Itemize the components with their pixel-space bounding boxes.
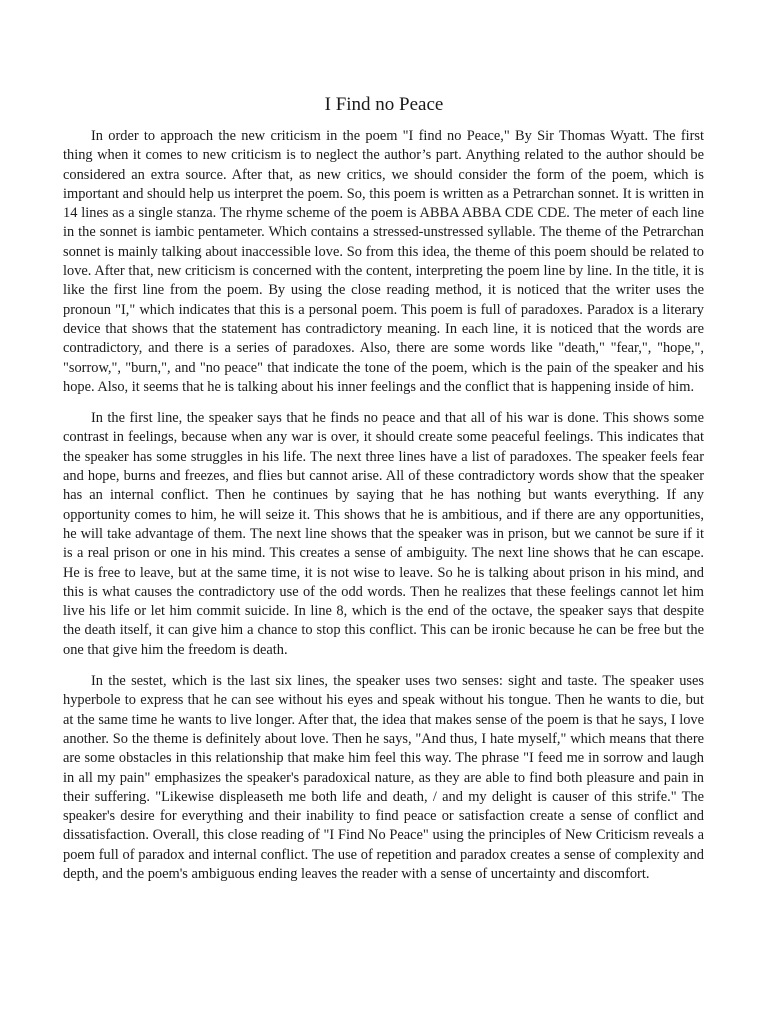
paragraph-3: In the sestet, which is the last six lines, the speaker uses two senses: sight and taste. The speaker uses hyperbole to express that he can see without his eyes and speak without his tongue. Then he wants to die, but at the same time he wants to live longer. After that, the idea that makes sense of the poem is that he says, I love another. So the theme is definitely about love. Then he says, "And thus, I hate myself," which means that there are some obstacles in this relationship that make him feel this way. The phrase "I feed me in sorrow and laugh in all my pain" emphasizes the speaker's paradoxical nature, as they are able to find both pleasure and pain in their suffering. "Likewise displeaseth me both life and death, / and my delight is causer of this strife." The speaker's desire for everything and their inability to find peace or satisfaction create a sense of conflict and dissatisfaction. Overall, this close reading of "I Find No Peace" using the principles of New Criticism reveals a poem full of paradox and internal conflict. The use of repetition and paradox creates a sense of complexity and depth, and the poem's ambiguous ending leaves the reader with a sense of uncertainty and discomfort. [63,673,704,882]
paragraph-1: In order to approach the new criticism in the poem "I find no Peace," By Sir Thomas Wyatt. The first thing when it comes to new criticism is to neglect the author’s part. Anything related to the author should be considered an extra source. After that, as new critics, we should consider the form of the poem, which is important and should help us interpret the poem. So, this poem is written as a Petrarchan sonnet. It is written in 14 lines as a single stanza. The rhyme scheme of the poem is ABBA ABBA CDE CDE. The meter of each line in the sonnet is iambic pentameter. Which contains a stressed-unstressed syllable. The theme of the Petrarchan sonnet is mainly talking about inaccessible love. So from this idea, the theme of this poem should be related to love. After that, new criticism is concerned with the content, interpreting the poem line by line. In the title, it is like the first line from the poem. By using the close reading method, it is noticed that the writer uses the pronoun "I," which indicates that this is a personal poem. This poem is full of paradoxes. Paradox is a literary device that shows that the statement has contradictory meaning. In each line, it is noticed that the words are contradictory, and there is a series of paradoxes. Also, there are some words like "death," "fear,", "hope,", "sorrow,", "burn,", and "no peace" that indicate the tone of the poem, which is the pain of the speaker and his hope. Also, it seems that he is talking about his inner feelings and the conflict that is happening inside of him. [63,128,704,395]
paragraph-2: In the first line, the speaker says that he finds no peace and that all of his war is done. This shows some contrast in feelings, because when any war is over, it should create some peaceful feelings. This indicates that the speaker has some struggles in his life. The next three lines have a list of paradoxes. The speaker feels fear and hope, burns and freezes, and flies but cannot arise. All of these contradictory words show that the speaker has an internal conflict. Then he continues by saying that he has nothing but wants everything. If any opportunity comes to him, he will seize it. This shows that he is ambitious, and if there are any opportunities, he will take advantage of them. The next line shows that the speaker was in prison, but we cannot be sure if it is a real prison or one in his mind. This creates a sense of ambiguity. The next line shows that he can escape. He is free to leave, but at the same time, it is not wise to leave. So he is talking about prison in his mind, and this is what causes the contradictory use of the odd words. Then he realizes that these feelings cannot let him live his life or let him commit suicide. In line 8, which is the end of the octave, the speaker says that despite the death itself, it can give him a chance to stop this conflict. This can be ironic because he can be free but the one that give him the freedom is death. [63,410,704,658]
document-title: I Find no Peace [324,94,444,115]
document-body [63,127,704,896]
